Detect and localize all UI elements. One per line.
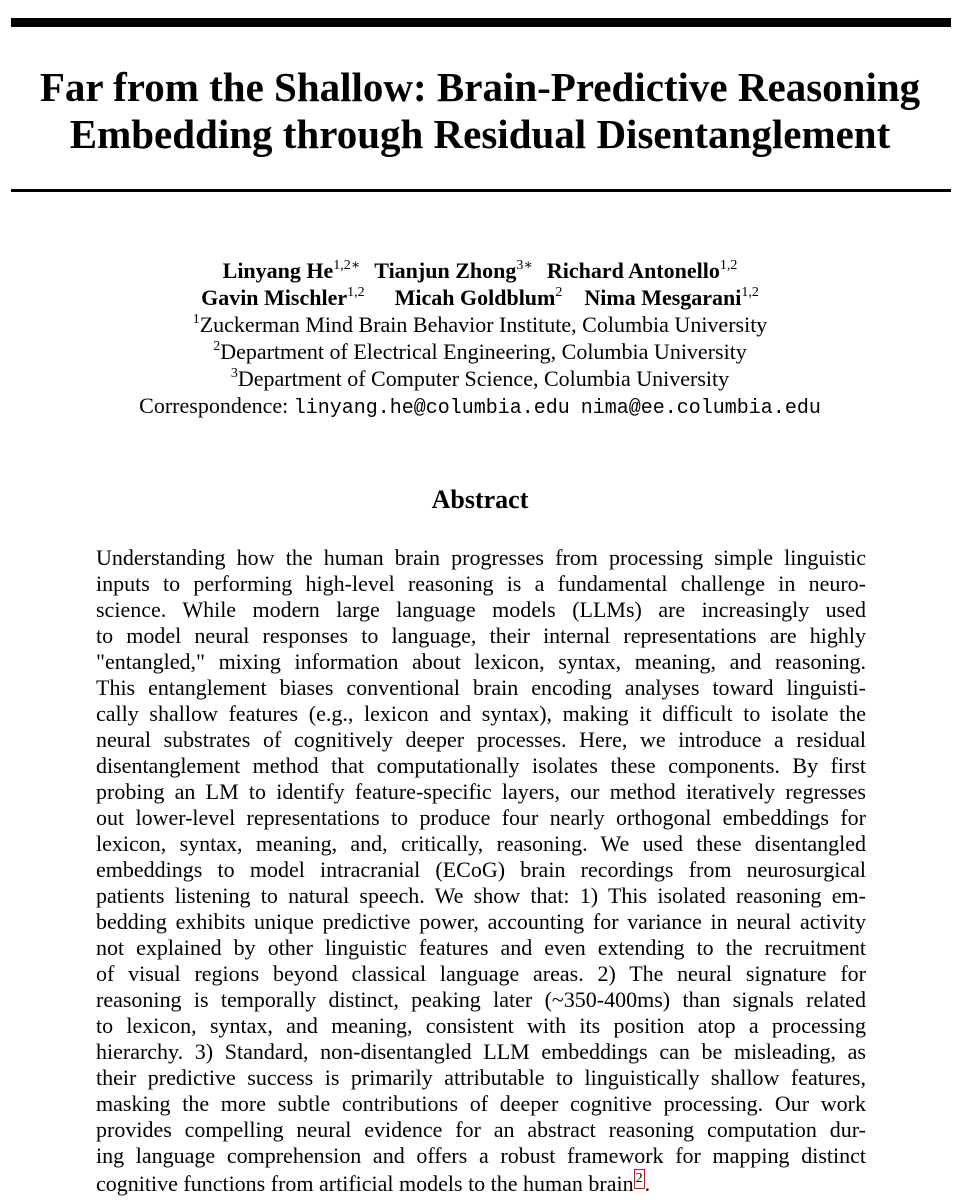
author-name: Richard Antonello$^{1,2}$ [546,258,738,283]
abstract-line: This entanglement biases conventional brain encoding analyses toward linguisti- [96,675,866,700]
affiliation: $^1$Zuckerman Mind Brain Behavior Institute, Columbia University [192,312,768,337]
author-affiliation-mark: 1,2 [719,258,738,273]
author-block [0,257,960,422]
abstract-line: hierarchy. 3) Standard, non-disentangled LLM embeddings can be misleading, as [96,1039,866,1064]
author-affiliation-mark: 1,2 [741,285,759,300]
abstract-line: to model neural responses to language, their internal representations are highly [96,623,866,648]
author-name: Nima Mesgarani$^{1,2}$ [584,285,759,310]
abstract-line: disentanglement method that computationally isolates these components. By first [96,753,866,778]
author-affiliation-mark: 2 [555,285,563,300]
abstract-line: masking the more subtle contributions of deeper cognitive processing. Our work [96,1091,866,1116]
footnote-link[interactable]: 2 [634,1169,645,1189]
correspondence-label: Correspondence: [139,393,289,418]
abstract-line: their predictive success is primarily attributable to linguistically shallow features, [96,1065,866,1090]
title-line: Far from the Shallow: Brain-Predictive Reasoning [39,64,921,110]
abstract-line: neural substrates of cognitively deeper processes. Here, we introduce a residual [96,727,866,752]
email-link[interactable]: linyang.he@columbia.edu [293,397,570,420]
abstract-line: reasoning is temporally distinct, peaking later (~350-400ms) than signals related [96,987,866,1012]
title-line: Embedding through Residual Disentanglement [69,111,891,157]
abstract-line: cally shallow features (e.g., lexicon and syntax), making it difficult to isolate the [96,701,866,726]
abstract-text [96,545,866,1197]
title-bottom-rule [11,189,951,192]
author-row [0,257,960,284]
affiliation: $^3$Department of Computer Science, Columbia University [230,366,730,391]
abstract-line: to lexicon, syntax, and meaning, consistent with its position atop a processing [96,1013,866,1038]
abstract-line: probing an LM to identify feature-specific layers, our method iteratively regresses [96,779,866,804]
abstract-line: provides compelling neural evidence for an abstract reasoning computation dur- [96,1117,866,1142]
abstract-line: "entangled," mixing information about lexicon, syntax, meaning, and reasoning. [96,649,866,674]
abstract-line: cognitive functions from artificial models to the human brain 2. [96,1171,651,1196]
abstract-line: lexicon, syntax, meaning, and, critically, reasoning. We used these disentangled [96,831,866,856]
abstract-line: ing language comprehension and offers a robust framework for mapping distinct [96,1143,866,1168]
correspondence [0,392,960,422]
email-link[interactable]: nima@ee.columbia.edu [580,397,821,420]
abstract-line: of visual regions beyond classical language areas. 2) The neural signature for [96,961,866,986]
author-name: Gavin Mischler$^{1,2}$ [201,285,365,310]
paper-title [0,64,960,158]
author-affiliation-mark: 1,2 [347,285,365,300]
abstract-line: embeddings to model intracranial (ECoG) brain recordings from neurosurgical [96,857,866,882]
author-name: Tianjun Zhong$^{3∗}$ [374,258,533,283]
abstract-line: not explained by other linguistic features and even extending to the recruitment [96,935,866,960]
top-rule [11,18,951,27]
author-affiliation-mark: 3∗ [516,258,533,273]
affiliation: $^2$Department of Electrical Engineering, Columbia University [213,339,747,364]
abstract-line: Understanding how the human brain progresses from processing simple linguistic [96,545,866,570]
abstract-heading: Abstract [431,485,529,514]
abstract-line: out lower-level representations to produce four nearly orthogonal embeddings for [96,805,866,830]
author-name: Linyang $He^{1,2∗}$ [222,258,361,283]
abstract-line: science. While modern large language models (LLMs) are increasingly used [96,597,866,622]
abstract-line: inputs to performing high-level reasoning is a fundamental challenge in neuro- [96,571,866,596]
author-row [0,284,960,311]
abstract-line: patients listening to natural speech. We show that: 1) This isolated reasoning em- [96,883,866,908]
abstract-line: bedding exhibits unique predictive power, accounting for variance in neural activity [96,909,866,934]
author-name: Micah Goldblum$^2$ [394,285,563,310]
author-affiliation-mark: 1,2∗ [333,258,361,273]
